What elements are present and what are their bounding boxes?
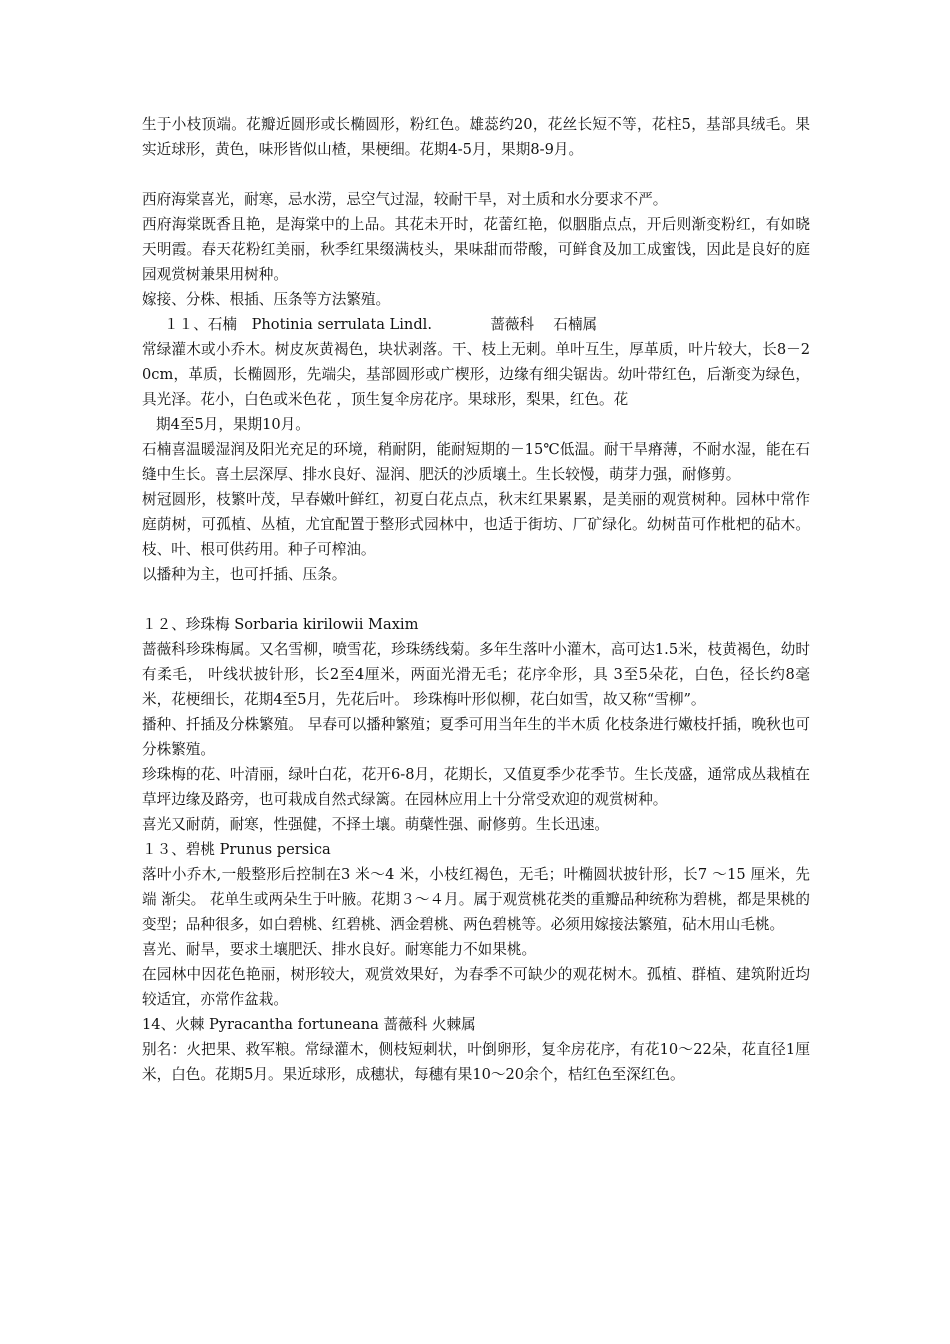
paragraph-shinan-morphology: 常绿灌木或小乔木。树皮灰黄褐色，块状剥落。干、枝上无刺。单叶互生，厚革质，叶片较大，长8－20cm，革质，长椭圆形，先端尖，基部圆形或广楔形，边缘有细尖锯齿。幼叶带红色，后渐变为绿色，具光泽。花小，白色或米色花 ，顶生复伞房花序。果球形，梨果，红色。花 [142, 341, 810, 408]
document-page [142, 112, 810, 1087]
paragraph-haitang-propagation: 嫁接、分株、根插、压条等方法繁殖。 [142, 291, 391, 308]
paragraph-haitang-habit: 西府海棠喜光，耐寒，忌水涝，忌空气过湿，较耐干旱，对土质和水分要求不严。 [142, 191, 668, 208]
paragraph-zhenzhumei-morphology: 蔷薇科珍珠梅属。又名雪柳，喷雪花，珍珠绣线菊。多年生落叶小灌木，高可达1.5米，枝黄褐色，幼时有柔毛， 叶线状披针形，长2至4厘米，两面光滑无毛；花序伞形，具 3至5朵花，白色，径长约8毫米，花梗细长，花期4至5月，先花后叶。 珍珠梅叶形似柳，花白如雪，故又称“雪柳”。 [142, 641, 810, 708]
paragraph-shinan-flowering: 期4至5月，果期10月。 [156, 416, 310, 433]
heading-bitao: １３、碧桃 Prunus persica [142, 841, 331, 858]
heading-zhenzhumei: １２、珍珠梅 Sorbaria kirilowii Maxim [142, 616, 419, 633]
paragraph-huoji-morphology: 别名：火把果、救军粮。常绿灌木，侧枝短刺状，叶倒卵形，复伞房花序，有花10～22朵，花直径1厘米，白色。花期5月。果近球形，成穗状，每穗有果10～20余个，桔红色至深红色。 [142, 1041, 810, 1083]
paragraph-bitao-morphology: 落叶小乔木,一般整形后控制在3 米～4 米，小枝红褐色，无毛；叶椭圆状披针形，长7 ～15 厘米，先 端 渐尖。 花单生或两朵生于叶腋。花期３～４月。属于观赏桃花类的重瓣品种统称为碧桃，都是果桃的变型；品种很多，如白碧桃、红碧桃、洒金碧桃、两色碧桃等。必须用嫁接法繁殖，砧木用山毛桃。 [142, 866, 810, 933]
heading-huoji: 14、火棘 Pyracantha fortuneana 蔷薇科 火棘属 [142, 1016, 476, 1033]
heading-shinan: １１、石楠 Photinia serrulata Lindl. 蔷薇科 石楠属 [164, 316, 598, 333]
paragraph-bitao-value: 在园林中因花色艳丽，树形较大，观赏效果好，为春季不可缺少的观花树木。孤植、群植、建筑附近均较适宜，亦常作盆栽。 [142, 966, 810, 1008]
paragraph-haitang-morphology: 生于小枝顶端。花瓣近圆形或长椭圆形，粉红色。雄蕊约20，花丝长短不等，花柱5，基部具绒毛。果实近球形，黄色，味形皆似山楂，果梗细。花期4-5月，果期8-9月。 [142, 116, 810, 158]
paragraph-zhenzhumei-habit: 喜光又耐荫，耐寒，性强健，不择土壤。萌蘖性强、耐修剪。生长迅速。 [142, 816, 610, 833]
paragraph-zhenzhumei-propagation: 播种、扦插及分株繁殖。 早春可以播种繁殖；夏季可用当年生的半木质 化枝条进行嫩枝扦插，晚秋也可分株繁殖。 [142, 716, 810, 758]
paragraph-shinan-value: 树冠圆形，枝繁叶茂，早春嫩叶鲜红，初夏白花点点，秋末红果累累，是美丽的观赏树种。园林中常作庭荫树，可孤植、丛植，尤宜配置于整形式园林中，也适于街坊、厂矿绿化。幼树苗可作枇杷的砧木。枝、叶、根可供药用。种子可榨油。 [142, 491, 810, 558]
blank-line [142, 162, 810, 187]
paragraph-zhenzhumei-value: 珍珠梅的花、叶清丽，绿叶白花，花开6-8月，花期长，又值夏季少花季节。生长茂盛，通常成丛栽植在草坪边缘及路旁，也可栽成自然式绿篱。在园林应用上十分常受欢迎的观赏树种。 [142, 766, 810, 808]
paragraph-bitao-habit: 喜光、耐旱，要求土壤肥沃、排水良好。耐寒能力不如果桃。 [142, 941, 537, 958]
paragraph-shinan-propagation: 以播种为主，也可扦插、压条。 [142, 566, 347, 583]
paragraph-haitang-value: 西府海棠既香且艳，是海棠中的上品。其花未开时，花蕾红艳，似胭脂点点，开后则渐变粉红，有如晓天明霞。春天花粉红美丽，秋季红果缀满枝头，果味甜而带酸，可鲜食及加工成蜜饯，因此是良好的庭园观赏树兼果用树种。 [142, 216, 810, 283]
blank-line [142, 587, 810, 612]
paragraph-shinan-habit: 石楠喜温暖湿润及阳光充足的环境，稍耐阴，能耐短期的－15℃低温。耐干旱瘠薄，不耐水湿，能在石缝中生长。喜土层深厚、排水良好、湿润、肥沃的沙质壤土。生长较慢，萌芽力强，耐修剪。 [142, 441, 810, 483]
